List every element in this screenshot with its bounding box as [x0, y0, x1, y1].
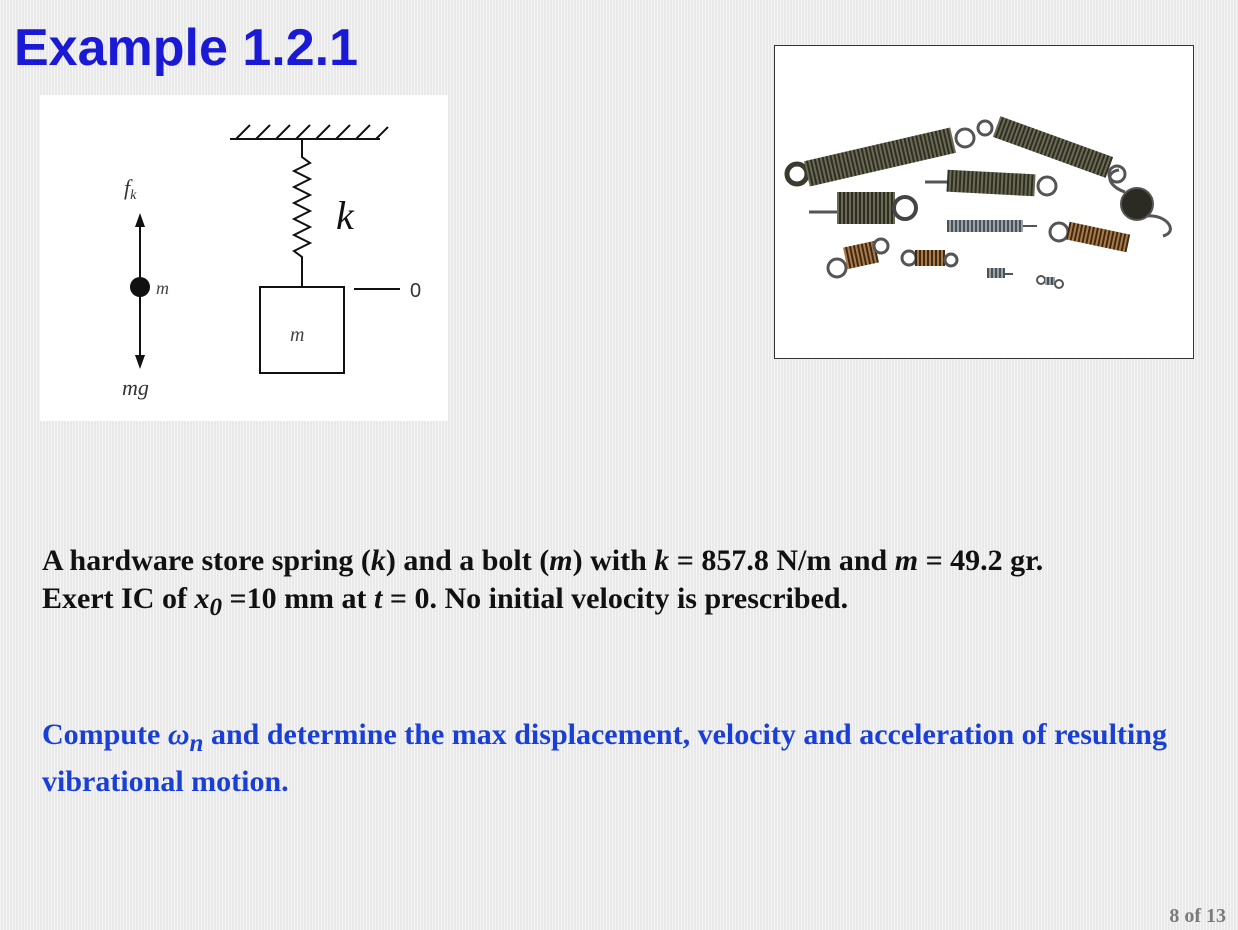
spring-steel: [947, 220, 1037, 232]
problem-line-1-segment: k: [654, 544, 670, 577]
x-symbol: x: [194, 582, 210, 615]
spring-large-left: [787, 127, 974, 186]
point-mass-label: m: [156, 278, 169, 298]
spring-tiny-a: [987, 268, 1013, 278]
omega-symbol: ω: [167, 718, 190, 751]
spring-small-dark: [1110, 170, 1171, 236]
springs-illustration: [775, 46, 1193, 358]
spring-force-label: fk: [124, 175, 137, 203]
spring-small-center: [902, 250, 957, 266]
spring-force-arrowhead: [135, 213, 145, 227]
spring-small-left: [828, 239, 888, 277]
reference-label: 0: [410, 280, 422, 302]
problem-line-2: Exert IC of $x_0 =10$ mm at t = 0. No initial velocity is prescribed.: [42, 582, 849, 621]
problem-line-1-segment: m: [894, 544, 919, 577]
weight-label: mg: [122, 375, 149, 400]
spring-copper-right: [1050, 222, 1130, 252]
problem-line-1: [42, 544, 1043, 577]
problem-line-1-segment: ) and a bolt (: [385, 544, 550, 577]
problem-line-1-segment: ) with: [572, 544, 655, 577]
spring-long-right: [978, 116, 1125, 182]
spring-tiny-b: [1037, 276, 1063, 288]
t-symbol: t: [374, 582, 383, 615]
springs-photo: [774, 45, 1194, 359]
spring-mass-diagram: [40, 95, 448, 421]
free-body-diagram: [40, 95, 448, 421]
problem-line-1-segment: A hardware store spring (: [42, 544, 371, 577]
x-subscript: 0: [209, 594, 222, 621]
problem-statement: [42, 542, 1212, 627]
spring-constant-label: k: [336, 193, 354, 238]
spring-medium: [925, 170, 1056, 197]
page-number: 8 of 13: [1169, 905, 1226, 927]
problem-line-1-segment: m: [549, 544, 573, 577]
mass-block-label: m: [290, 324, 305, 346]
problem-line-1-segment: k: [370, 544, 386, 577]
ceiling-hatching: [236, 125, 388, 139]
task-statement: Compute $\omega_n$ and determine the max displacement, velocity and acceleration of resulting vibrational motion.: [42, 718, 1167, 798]
problem-line-1-segment: = 49.2 gr.: [918, 544, 1044, 577]
spring: [294, 139, 310, 287]
slide-title: Example 1.2.1: [14, 19, 358, 77]
omega-subscript: n: [189, 730, 204, 757]
weight-arrowhead: [135, 355, 145, 369]
spring-short-wide: [809, 192, 916, 224]
problem-line-1-segment: = 857.8 N/m and: [669, 544, 895, 577]
